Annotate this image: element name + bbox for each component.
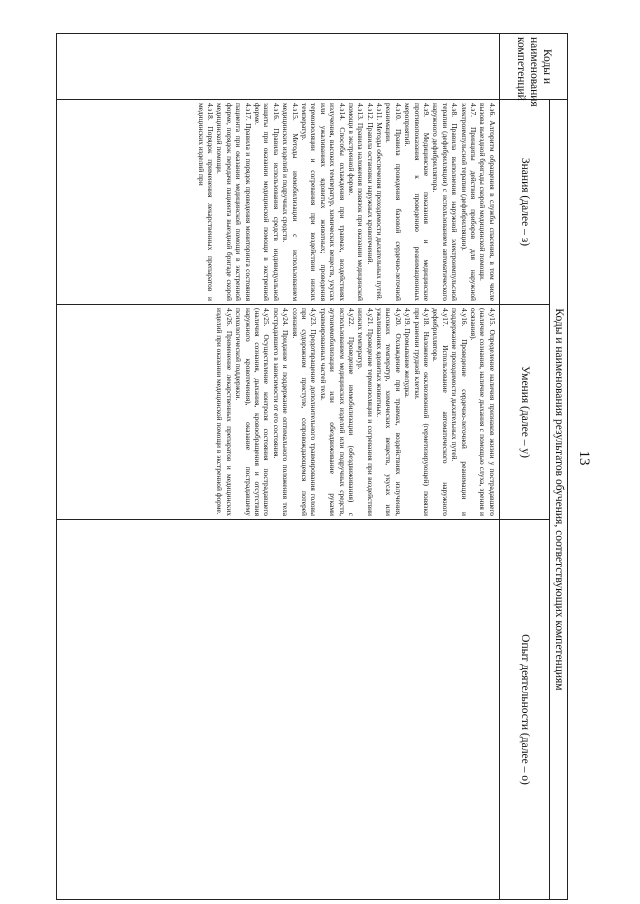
skill-item: 4.у26. Применение лекарственных препаратов и медицинских изделий при оказании медицинской помощи в экстренной форме. (215, 308, 234, 516)
header-experience: Опыт деятельности (далее – о) (499, 520, 549, 900)
knowledge-item: 4.з14. Способы охлаждения при травмах, воздействиях излучения, высоких температур, химических веществ, укусах или ужаливаниях ядовитых животных; проведения термоизоляции и согревания при воздействии низких температур. (299, 103, 347, 301)
header-codes: Коды и наименования компетенций (499, 34, 567, 100)
skill-item: 4.у25. Осуществление контроля состояния пострадавшего (наличия сознания, дыхания, кровообращения и отсутствия наружного кровотечения), оказание пострадавшему психологической поддержки. (234, 308, 272, 516)
skill-item: 4.у17. Использование автоматического наружного дефибриллятора. (431, 308, 450, 516)
knowledge-item: 4.з8. Правила выполнения наружной электроимпульсной терапии (дефибрилляции) с использованием автоматического наружного дефибриллятора. (431, 103, 460, 301)
header-skills: Умения (далее – у) (499, 305, 549, 520)
skill-item: 4.у22. Проведение иммобилизации (обездвиживания) с использованием медицинских изделий или подручных средств, аутоиммобилизации или обездвиживание руками травмированных частей тела. (318, 308, 356, 516)
header-knowledge: Знания (далее – з) (499, 100, 549, 305)
header-results: Коды и наименования результатов обучения, соответствующих компетенциям (549, 100, 567, 900)
skill-item: 4.у21. Проведение термоизоляции и согревания при воздействии низких температур. (356, 308, 375, 516)
skill-item: 4.у20. Охлаждение при травмах, воздействиях излучения, высоких температур, химических веществ, укусах или ужаливаниях ядовитых животных. (375, 308, 403, 516)
skill-item: 4.у16. Проведение сердечно-легочной реанимации и поддержание проходимости дыхательных путей. (450, 308, 469, 516)
knowledge-item: 4.з15. Методы иммобилизации с использованием медицинских изделий и подручных средств. (281, 103, 300, 301)
skill-item: 4.у18. Наложение окклюзионной (герметизирующей) повязки при ранении грудной клетки. (412, 308, 432, 516)
skill-item: 4.у24. Придание и поддержание оптимального положения тела пострадавшего в зависимости от его состояния. (271, 308, 291, 516)
competency-table (56, 33, 568, 900)
knowledge-item: 4.з6. Алгоритм обращения в службы спасения, в том числе вызова выездной бригады скорой медицинской помощи. (478, 103, 497, 301)
skills-cell (57, 305, 500, 520)
knowledge-item: 4.з17. Правила и порядок проведения мониторинга состояния пациента при оказании медицинской помощи в экстренной форме, порядок передачи пациента выездной бригаде скорой медицинской помощи. (215, 103, 253, 301)
skill-item: 4.у15. Определение наличия признаков жизни у пострадавшего (наличие сознания, наличие дыхания с помощью слуха, зрения и осязания). (469, 308, 497, 516)
knowledge-item: 4.з16. Правила использования средств индивидуальной защиты при оказании медицинской помощи в экстренной форме. (253, 103, 281, 301)
knowledge-item: 4.з7. Принципы действия приборов для наружной электроимпульсной терапии (дефибрилляции). (459, 103, 478, 301)
experience-cell (57, 520, 500, 900)
knowledge-item: 4.з10. Правила проведения базовой сердечно-легочной реанимации. (384, 103, 403, 301)
knowledge-item: 4.з11. Методы обеспечения проходимости дыхательных путей. (375, 103, 385, 301)
rotated-table-container (56, 33, 568, 900)
knowledge-cell (57, 100, 500, 305)
skill-item: 4.у19. Промывание желудка. (403, 308, 413, 398)
knowledge-item: 4.з13. Правила наложения повязок при оказании медицинской помощи в экстренной форме. (346, 103, 366, 301)
codes-cell (57, 34, 500, 100)
knowledge-item: 4.з18. Порядок применения лекарственных препаратов и медицинских изделий при (196, 103, 216, 301)
knowledge-item: 4.з9. Медицинские показания и медицинские противопоказания к проведению реанимационных мероприятий. (403, 103, 432, 301)
page-number: 13 (576, 450, 592, 466)
skill-item: 4.у23. Предотвращение дополнительного травмирования головы при судорожном приступе, сопровождающемся потерей сознания. (290, 308, 319, 516)
knowledge-item: 4.з12. Правила остановки наружных кровотечений. (365, 103, 375, 265)
